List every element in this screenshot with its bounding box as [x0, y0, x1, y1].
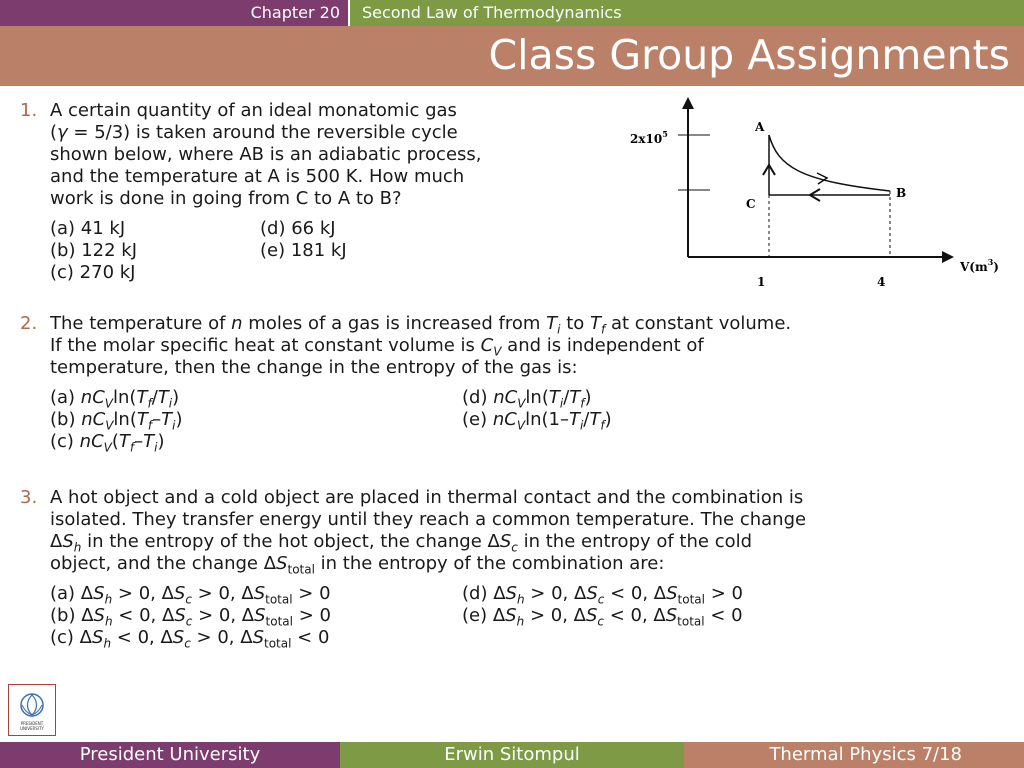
question-number: 3. — [20, 487, 38, 508]
footer-course-page: Thermal Physics 7/18 — [684, 742, 1024, 768]
option-b: (b) $\Delta S_h < 0$, $\Delta S_c > 0$, $\Delta S_{total} > 0$ — [50, 605, 331, 629]
x-tick-1-label: 1 — [757, 275, 766, 289]
option-d: (d) 66 kJ — [260, 218, 336, 239]
point-a-label: A — [755, 120, 765, 134]
question-body — [50, 100, 482, 288]
option-e: (e) $nC_V\ln(1-T_i/T_f)$ — [462, 409, 612, 433]
option-a: (a) 41 kJ — [50, 218, 126, 239]
university-logo — [8, 684, 56, 736]
question-text-line: temperature, then the change in the entropy of the gas is: — [50, 357, 578, 378]
question-body — [50, 487, 806, 653]
lotus-logo-icon — [9, 685, 55, 735]
title-bar — [0, 26, 1024, 86]
option-c: (c) $\Delta S_h < 0$, $\Delta S_c > 0$, $\Delta S_{total} < 0$ — [50, 627, 330, 651]
subject-label: Second Law of Thermodynamics — [362, 3, 622, 22]
point-b-label: B — [896, 186, 907, 200]
y-tick-label: $2x10^5$ — [630, 129, 668, 146]
slide-title: Class Group Assignments — [488, 31, 1010, 79]
option-a: (a) $\Delta S_h > 0$, $\Delta S_c > 0$, $\Delta S_{total} > 0$ — [50, 583, 331, 607]
question-text-line: isolated. They transfer energy until they reach a common temperature. The change — [50, 509, 807, 530]
x-tick-4-label: 4 — [877, 275, 886, 289]
chapter-label-box — [0, 0, 348, 26]
question-text-line: work is done in going from C to A to B? — [50, 188, 402, 209]
question-text-line: shown below, where AB is an adiabatic process, — [50, 144, 482, 165]
question-text-line: A hot object and a cold object are placed in thermal contact and the combination is — [50, 487, 804, 508]
process-ab-adiabat — [769, 135, 890, 191]
question-text-line: $\Delta S_h$ in the entropy of the hot object, the change $\Delta S_c$ in the entropy of the cold — [50, 531, 753, 555]
y-axis-arrow-icon — [682, 97, 694, 109]
chapter-label: Chapter 20 — [250, 3, 340, 22]
answer-options — [50, 387, 791, 457]
question-text-line: object, and the change $\Delta S_{total}$ in the entropy of the combination are: — [50, 553, 665, 577]
question-number: 2. — [20, 313, 38, 334]
option-d: (d) $\Delta S_h > 0$, $\Delta S_c < 0$, $\Delta S_{total} > 0$ — [462, 583, 743, 607]
question-text-line: and the temperature at A is 500 K. How much — [50, 166, 465, 187]
option-d: (d) $nC_V\ln(T_i/T_f)$ — [462, 387, 592, 411]
option-c: (c) 270 kJ — [50, 262, 136, 283]
top-bar — [0, 0, 1024, 26]
answer-options — [50, 218, 482, 288]
x-axis-label: $V(m^3)$ — [960, 257, 999, 274]
answer-options — [50, 583, 806, 653]
question-number: 1. — [20, 100, 38, 121]
x-axis-arrow-icon — [942, 251, 954, 263]
option-b: (b) $nC_V\ln(T_f-T_i)$ — [50, 409, 183, 433]
question-body — [50, 313, 791, 457]
option-e: (e) $\Delta S_h > 0$, $\Delta S_c < 0$, $\Delta S_{total} < 0$ — [462, 605, 743, 629]
option-e: (e) 181 kJ — [260, 240, 347, 261]
footer-author: Erwin Sitompul — [340, 742, 684, 768]
footer-institution: President University — [0, 742, 340, 768]
question-text-line: (γ = 5/3) is taken around the reversible cycle — [50, 122, 458, 143]
pv-diagram — [620, 95, 1010, 295]
svg-text:UNIVERSITY: UNIVERSITY — [20, 726, 44, 731]
question-text-line: If the molar specific heat at constant volume is $C_V$ and is independent of — [50, 335, 704, 359]
question-text-line: A certain quantity of an ideal monatomic gas — [50, 100, 457, 121]
svg-text:PRESIDENT: PRESIDENT — [20, 721, 44, 726]
option-b: (b) 122 kJ — [50, 240, 138, 261]
option-c: (c) $nC_V(T_f-T_i)$ — [50, 431, 165, 455]
subject-label-box — [350, 0, 1024, 26]
option-a: (a) $nC_V\ln(T_f/T_i)$ — [50, 387, 180, 411]
point-c-label: C — [746, 197, 756, 211]
footer-bar — [0, 742, 1024, 768]
question-text-line: The temperature of n moles of a gas is increased from $T_i$ to $T_f$ at constant volume. — [50, 313, 792, 337]
